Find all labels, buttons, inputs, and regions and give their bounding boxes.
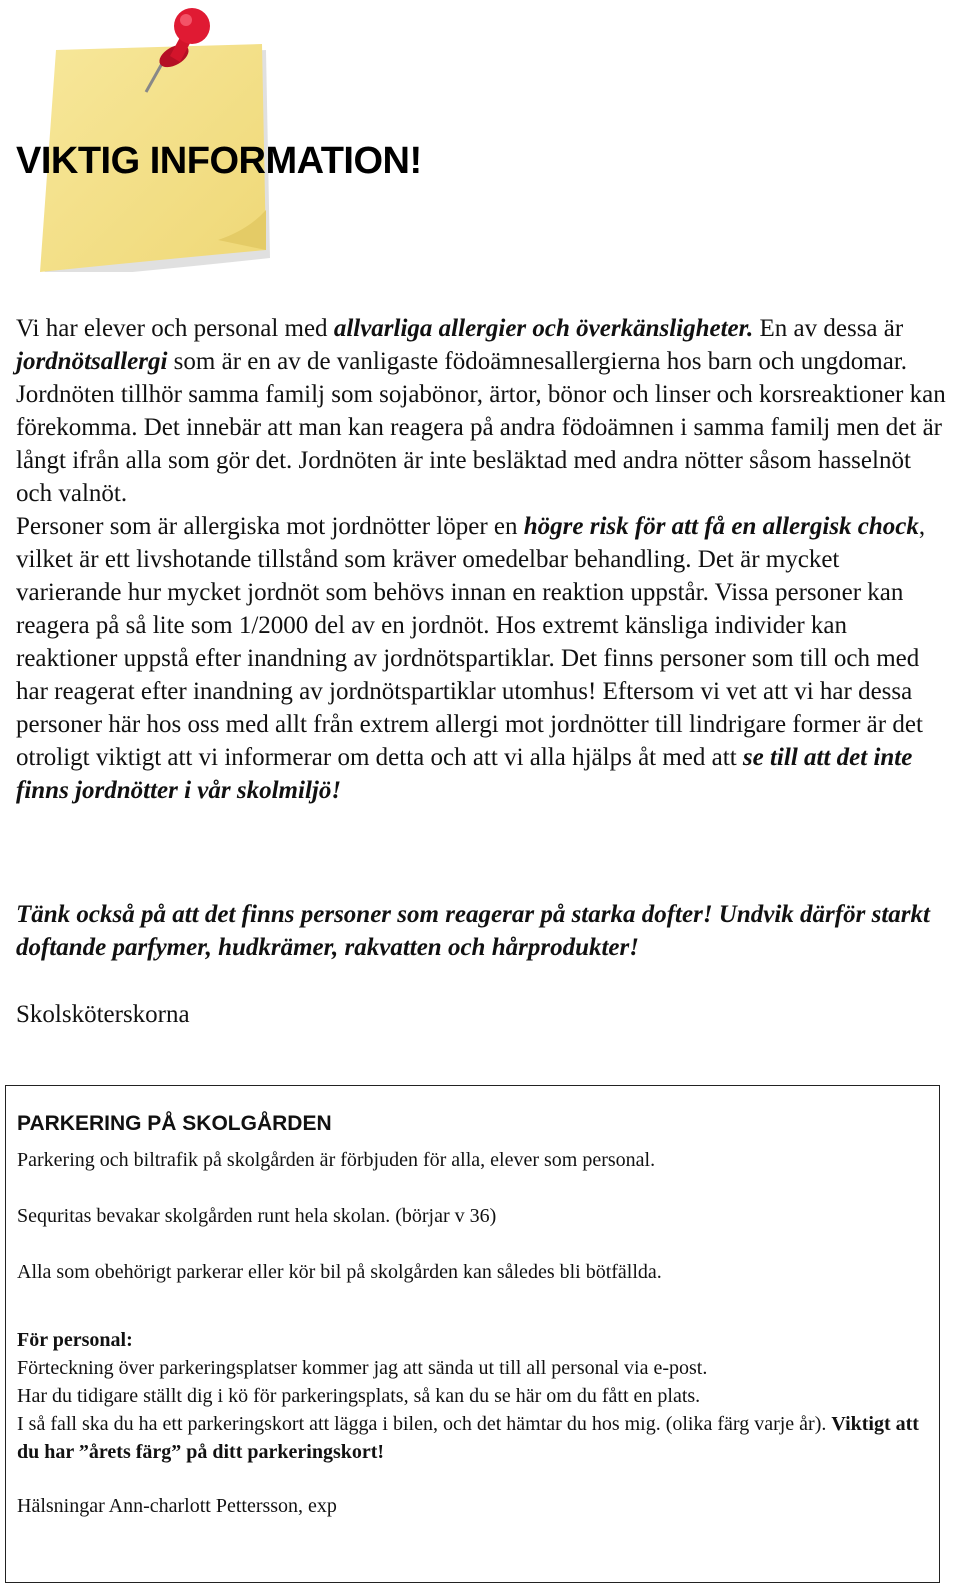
intro-section — [16, 312, 951, 807]
text: En av dessa är — [753, 315, 904, 342]
parking-line-3: Alla som obehörigt parkerar eller kör bil på skolgården kan således bli bötfällda. — [17, 1261, 662, 1283]
staff-line-1: Förteckning över parkeringsplatser kommer jag att sända ut till all personal via e-post. — [17, 1357, 708, 1379]
staff-heading-text: För personal: — [17, 1329, 133, 1351]
pushpin-icon — [134, 4, 218, 96]
emphasis: högre risk för att få en allergisk chock — [523, 513, 919, 540]
parking-box — [5, 1085, 940, 1583]
text: som är en av de vanligaste födoämnesallergierna hos barn och ungdomar. — [167, 348, 908, 375]
paragraph-allergies — [16, 312, 951, 378]
page-title: VIKTIG INFORMATION! — [16, 140, 422, 182]
emphasis: jordnötsallergi — [16, 348, 168, 375]
warning-text: Tänk också på att det finns personer som reagerar på starka dofter! Undvik därför starkt doftande parfymer, hudkrämer, rakvatten och hårprodukter! — [16, 901, 930, 961]
parking-title: PARKERING PÅ SKOLGÅRDEN — [17, 1112, 332, 1135]
parking-line-1: Parkering och biltrafik på skolgården är förbjuden för alla, elever som personal. — [17, 1149, 656, 1171]
scent-warning — [16, 898, 951, 964]
parking-greeting: Hälsningar Ann-charlott Pettersson, exp — [17, 1495, 337, 1517]
text: I så fall ska du ha ett parkeringskort att lägga i bilen, och det hämtar du hos mig. (olika färg varje år). — [17, 1413, 832, 1435]
staff-emphasis: Viktigt att du har ”årets färg” på ditt parkeringskort! — [17, 1413, 919, 1463]
paragraph-peanut-family: Jordnöten tillhör samma familj som sojabönor, ärtor, bönor och linser och korsreaktioner kan förekomma. Det innebär att man kan reagera på andra födoämnen i samma familj men det är långt ifrån alla som gör det. Jordnöten är inte besläktad med andra nötter såsom hasselnöt och valnöt. — [16, 381, 946, 507]
parking-line-2: Sequritas bevakar skolgården runt hela skolan. (börjar v 36) — [17, 1205, 497, 1227]
staff-line-2: Har du tidigare ställt dig i kö för parkeringsplats, så kan du se här om du fått en plats. — [17, 1385, 701, 1407]
signature: Skolsköterskorna — [16, 1001, 190, 1028]
emphasis: allvarliga allergier och överkänsligheter. — [333, 315, 754, 342]
text: Personer som är allergiska mot jordnötter löper en — [16, 513, 524, 540]
emphasis: se till att det inte finns jordnötter i vår skolmiljö! — [16, 744, 913, 804]
paragraph-risk — [16, 510, 951, 807]
staff-heading — [17, 1326, 133, 1354]
staff-line-3 — [17, 1410, 922, 1466]
text: Vi har elever och personal med — [16, 315, 334, 342]
text: , vilket är ett livshotande tillstånd som kräver omedelbar behandling. Det är mycket varierande hur mycket jordnöt som behövs innan en reaktion uppstår. Vissa personer kan reagera på så lite som 1/2000 del av en jordnöt. Hos extremt känsliga individer kan reaktioner uppstå efter inandning av jordnötspartiklar. Det finns personer som till och med har reagerat efter inandning av jordnötspartiklar utomhus! Eftersom vi vet att vi har dessa personer här hos oss med allt från extrem allergi mot jordnötter till lindrigare former är det otroligt viktigt att vi informerar om detta och att vi alla hjälps åt med att — [16, 513, 926, 771]
